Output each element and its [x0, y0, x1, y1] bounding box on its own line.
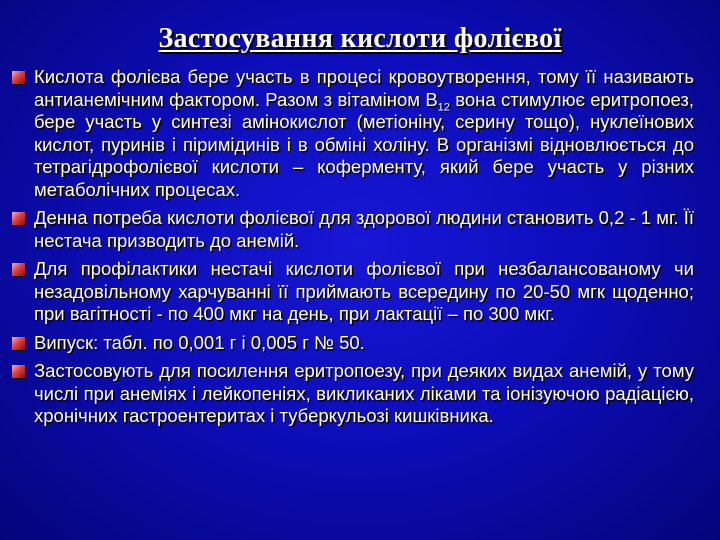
bullet-item-folic-acid-role	[10, 66, 694, 201]
bullet-text: Застосовують для посилення еритропоезу, при деяких видах анемій, у тому числі при анеміях і лейкопеніях, викликаних ліками та іонізуючою радіацією, хронічних гастроентеритах і туберкульозі кишківника.	[34, 360, 694, 426]
bullet-item-release-form	[10, 332, 694, 355]
bullet-list	[10, 66, 694, 434]
bullet-marker-icon	[12, 212, 25, 225]
bullet-text: Для профілактики нестачі кислоти фолієвої при незбалансованому чи незадовільному харчуванні її приймають всередину по 20-50 мгк щоденно; при вагітності - по 400 мкг на день, при лактації – по 300 мкг.	[34, 258, 694, 324]
bullet-text-part-2: вона стимулює еритропоез, бере участь у синтезі амінокислот (метіоніну, серину тощо), нуклеїнових кислот, пуринів і піримідинів і в обміні холіну. В організмі відновлюється до тетрагідрофолієвої кислоти – коферменту, який бере участь у різних метаболічних процесах.	[34, 88, 694, 200]
slide-title: Застосування кислоти фолієвої	[158, 23, 562, 54]
bullet-text: Денна потреба кислоти фолієвої для здорової людини становить 0,2 - 1 мг. Її нестача призводить до анемій.	[34, 207, 695, 251]
bullet-marker-icon	[12, 71, 25, 84]
bullet-marker-icon	[12, 337, 25, 350]
vitamin-subscript: 12	[437, 101, 450, 114]
bullet-item-prophylaxis	[10, 258, 694, 326]
bullet-marker-icon	[12, 263, 25, 276]
bullet-text-part-1: Кислота фолієва бере участь в процесі кровоутворення, тому її називають антианемічним фактором. Разом з вітаміном В	[34, 66, 694, 110]
bullet-text: Випуск: табл. по 0,001 г і 0,005 г № 50.	[34, 331, 365, 353]
bullet-item-daily-need	[10, 207, 694, 252]
bullet-item-indications	[10, 360, 694, 428]
bullet-marker-icon	[12, 365, 25, 378]
bullet-text	[34, 66, 694, 200]
